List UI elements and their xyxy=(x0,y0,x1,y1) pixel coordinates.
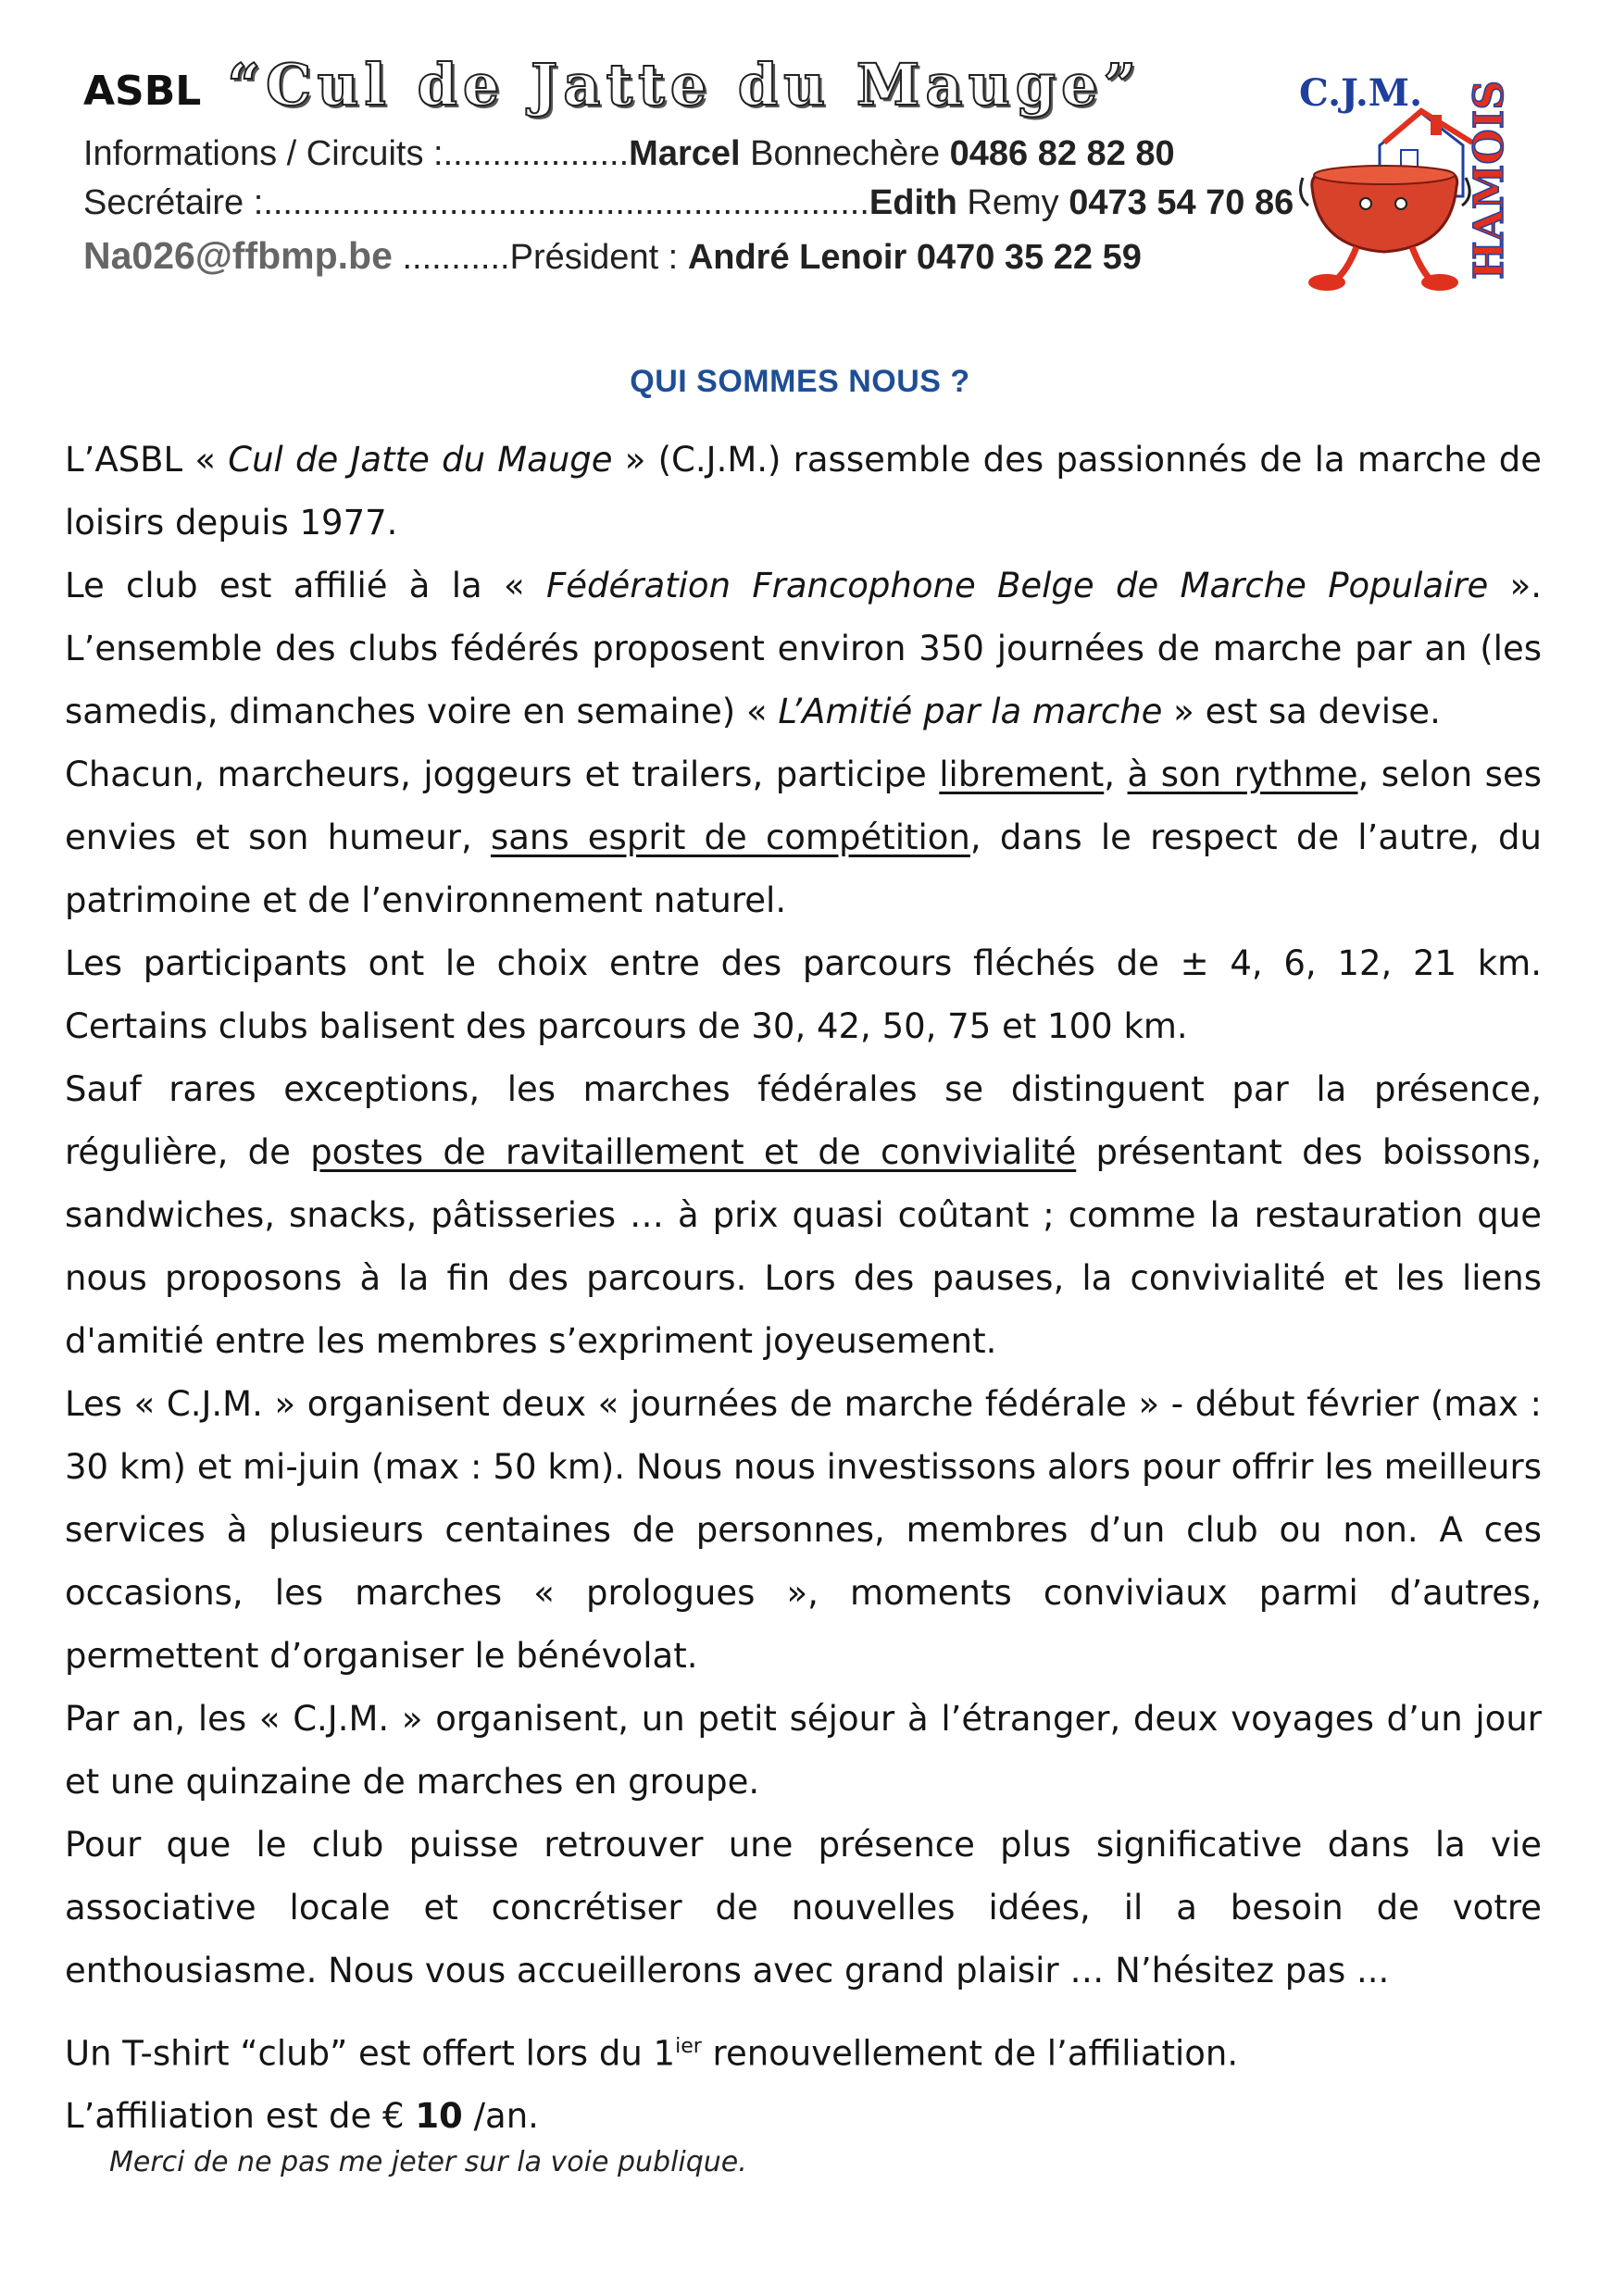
federation-name-italic: Fédération Francophone Belge de Marche Populaire xyxy=(545,566,1489,605)
fee-amount: 10 xyxy=(415,2096,463,2137)
leader-dots: .............................................................. xyxy=(263,183,869,222)
contact-last-name: Bonnechère xyxy=(740,134,950,173)
letterhead xyxy=(83,51,1294,282)
contact-phone: 0473 54 70 86 xyxy=(1069,183,1294,222)
paragraph-2 xyxy=(65,555,1542,743)
contact-last-name: Remy xyxy=(956,183,1069,222)
body-text xyxy=(65,429,1542,2148)
contact-label: Secrétaire : xyxy=(83,183,264,222)
text-run: L’ASBL « xyxy=(65,440,229,480)
paragraph-8: Pour que le club puisse retrouver une présence plus significative dans la vie associative locale et concrétiser de nouvelles idées, il a besoin de votre enthousiasme. Nous vous accueillerons avec grand plaisir … N’hésitez pas ... xyxy=(65,1825,1542,1990)
foot-shape xyxy=(1308,274,1345,291)
paragraph-4: Les participants ont le choix entre des parcours fléchés de ± 4, 6, 12, 21 km. Certains clubs balisent des parcours de 30, 42, 50, 75 et 100 km. xyxy=(65,943,1542,1046)
email-link[interactable]: Na026@ffbmp.be xyxy=(83,234,393,277)
contact-president xyxy=(83,231,1250,282)
text-run: » (C.J.M.) rassemble des passionnés de la marche de loisirs depuis 1977. xyxy=(65,440,1542,543)
contact-first-name: Edith xyxy=(869,183,957,222)
underlined-text: sans esprit de compétition xyxy=(490,817,970,857)
text-run: L’affiliation est de € xyxy=(65,2096,416,2137)
contact-name: André Lenoir xyxy=(687,238,917,277)
foot-shape xyxy=(1421,274,1458,291)
paragraph-7: Par an, les « C.J.M. » organisent, un petit séjour à l’étranger, deux voyages d’un jour et une quinzaine de marches en groupe. xyxy=(65,1699,1542,1802)
text-run: Sauf rares exceptions, les marches fédérales se distinguent par la présence, régulière, de xyxy=(65,1069,1542,1172)
text-run: renouvellement de l’affiliation. xyxy=(701,2033,1239,2074)
text-run: présentant des boissons, sandwiches, snacks, pâtisseries … à prix quasi coûtant ; comme la restauration que nous proposons à la fin des parcours. Lors des pauses, la convivialité et les liens d'amitié entre les membres s’expriment joyeusement. xyxy=(65,1132,1543,1361)
motto-italic: L’Amitié par la marche xyxy=(778,692,1163,731)
underlined-text: librement xyxy=(939,755,1105,794)
paragraph-3 xyxy=(65,743,1542,932)
superscript: ier xyxy=(675,2035,702,2058)
asbl-label: ASBL xyxy=(83,68,202,115)
text-run: Un T-shirt “club” est offert lors du 1 xyxy=(65,2033,676,2074)
text-run: Chacun, marcheurs, joggeurs et trailers, participe xyxy=(65,755,940,794)
contact-label: Informations / Circuits : xyxy=(83,134,444,173)
leader-dots: ........... xyxy=(392,238,510,277)
club-name: “Cul de Jatte du Mauge” xyxy=(227,51,1143,119)
title-row xyxy=(83,51,1250,119)
paragraph-5 xyxy=(65,1058,1542,1373)
underlined-text: postes de ravitaillement et de convivialité xyxy=(310,1132,1077,1172)
contact-phone: 0470 35 22 59 xyxy=(916,238,1142,277)
paragraph-9 xyxy=(65,2015,1542,2085)
leader-dots: ................... xyxy=(443,134,630,173)
contact-label: Président : xyxy=(509,238,688,277)
contact-informations xyxy=(83,130,1250,179)
text-run: Le club est affilié à la « xyxy=(65,566,546,605)
section-title: QUI SOMMES NOUS ? xyxy=(630,364,970,399)
paragraph-1 xyxy=(65,429,1542,555)
cjm-hamois-logo xyxy=(1292,57,1514,298)
text-run: » est sa devise. xyxy=(1162,692,1441,731)
contact-phone: 0486 82 82 80 xyxy=(949,134,1175,173)
logo-text-cjm: C.J.M. xyxy=(1299,71,1423,115)
logo-text-hamois: HAMOIS xyxy=(1466,80,1513,280)
contact-first-name: Marcel xyxy=(629,134,741,173)
text-run: /an. xyxy=(462,2096,539,2137)
club-name-italic: Cul de Jatte du Mauge xyxy=(228,440,613,480)
paragraph-10 xyxy=(65,2085,1542,2148)
text-run: , selon ses envies et son humeur, xyxy=(65,755,1542,857)
contact-secretaire xyxy=(83,179,1294,228)
underlined-text: à son rythme xyxy=(1127,755,1358,794)
paragraph-6: Les « C.J.M. » organisent deux « journées de marche fédérale » - début février (max : 30 km) et mi-juin (max : 50 km). Nous nous investissons alors pour offrir les meilleurs services à plusieurs centaines de personnes, membres d’un club ou non. A ces occasions, les marches « prologues », moments conviviaux parmi d’autres, permettent d’organiser le bénévolat. xyxy=(65,1384,1542,1676)
text-run: , xyxy=(1104,755,1128,794)
text-run: ». L’ensemble des clubs fédérés proposent environ 350 journées de marche par an (les samedis, dimanches voire en semaine) « xyxy=(65,566,1542,731)
footer-note: Merci de ne pas me jeter sur la voie publique. xyxy=(109,2146,747,2178)
text-run: , dans le respect de l’autre, du patrimoine et de l’environnement naturel. xyxy=(65,817,1542,920)
